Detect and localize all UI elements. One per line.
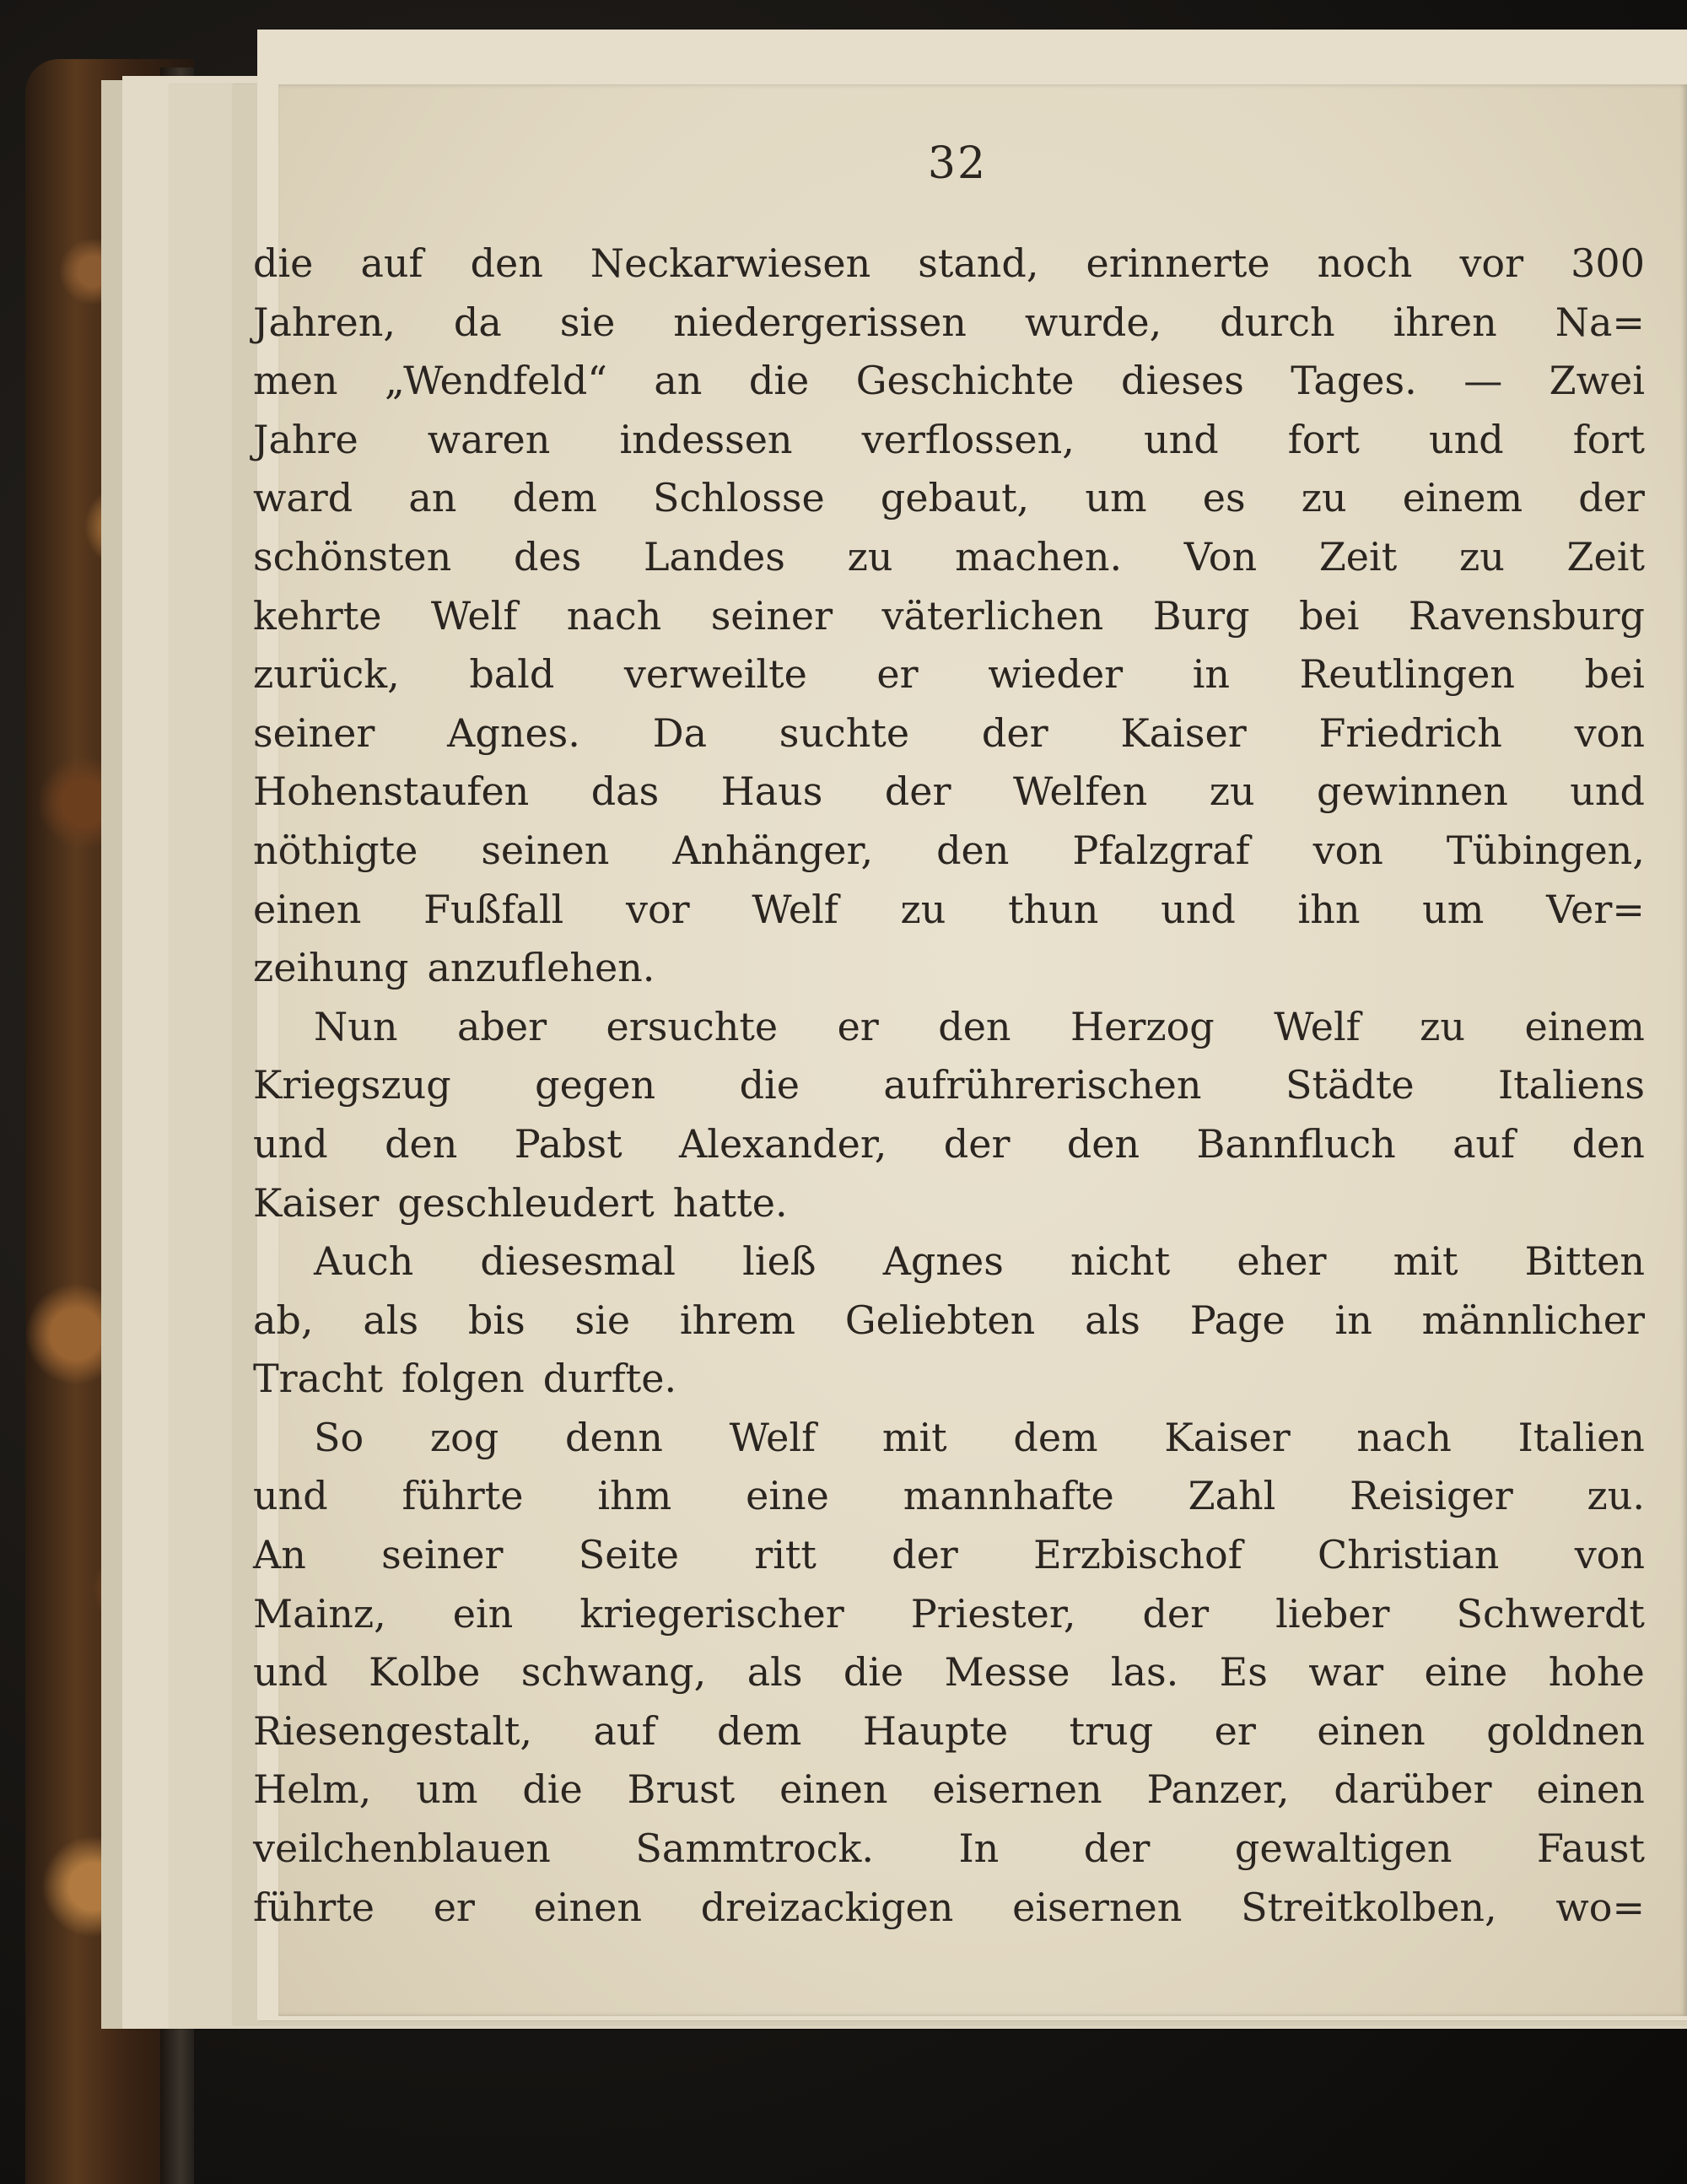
text-line	[253, 358, 1645, 417]
word: den	[936, 827, 1010, 873]
word: um	[416, 1766, 478, 1813]
word: er	[876, 651, 919, 698]
word: schönsten	[253, 533, 452, 580]
word: eisernen	[1012, 1884, 1183, 1930]
word: Auch	[314, 1238, 414, 1285]
word: Burg	[1152, 592, 1250, 639]
text-line	[253, 1766, 1645, 1825]
word: einem	[1524, 1003, 1645, 1049]
word: einen	[779, 1766, 888, 1813]
word: Haus	[720, 768, 823, 815]
word: vor	[1459, 240, 1524, 286]
word: Reisiger	[1350, 1473, 1513, 1519]
word: erinnerte	[1086, 240, 1270, 286]
word: einen	[253, 886, 362, 932]
word: da	[453, 299, 502, 345]
word: „Wendfeld“	[384, 358, 607, 404]
word: ersuchte	[606, 1003, 779, 1049]
word: gewinnen	[1317, 768, 1508, 815]
word: Panzer,	[1146, 1766, 1290, 1813]
text-line	[253, 1356, 1645, 1415]
word: Italien	[1517, 1414, 1645, 1460]
word: zu.	[1587, 1473, 1645, 1519]
word: stand,	[918, 240, 1039, 286]
word: den	[938, 1003, 1011, 1049]
word: einem	[1402, 475, 1523, 521]
word: mannhafte	[903, 1473, 1114, 1519]
page-number: 32	[927, 138, 988, 189]
word: der	[884, 768, 951, 815]
word: ab,	[253, 1297, 314, 1343]
word: zurück,	[253, 651, 400, 698]
word: darüber	[1334, 1766, 1492, 1813]
text-line	[253, 475, 1645, 534]
word: An	[253, 1532, 306, 1578]
word: mit	[1393, 1238, 1458, 1285]
word: Zeit	[1566, 533, 1645, 580]
word: Schlosse	[653, 475, 825, 521]
text-line	[253, 1885, 1645, 1944]
word: dreizackigen	[700, 1884, 954, 1930]
word: Riesengestalt,	[253, 1707, 533, 1754]
word: und	[253, 1473, 328, 1519]
word: gebaut,	[880, 475, 1030, 521]
word: Tages.	[1291, 358, 1417, 404]
page-body-text	[253, 240, 1645, 1943]
word: aber	[456, 1003, 547, 1049]
word: gegen	[535, 1062, 656, 1108]
word: Nun	[314, 1003, 398, 1049]
word: bis	[467, 1297, 526, 1343]
word: den	[1066, 1120, 1140, 1167]
word: Seite	[578, 1532, 679, 1578]
word: Christian	[1318, 1532, 1500, 1578]
text-line	[253, 299, 1645, 359]
text-line	[253, 887, 1645, 946]
word: wurde,	[1024, 299, 1162, 345]
word: seiner	[710, 592, 833, 639]
word: Kriegszug	[253, 1062, 451, 1108]
word: Welfen	[1012, 768, 1148, 815]
word: dieses	[1121, 358, 1244, 404]
text-line	[253, 534, 1645, 593]
word: Pabst	[514, 1120, 623, 1167]
word: las.	[1110, 1649, 1179, 1696]
text-line	[253, 1591, 1645, 1650]
word: bei	[1299, 592, 1360, 639]
word: Geschichte	[855, 358, 1075, 404]
word: ein	[452, 1590, 514, 1637]
word: und	[253, 1120, 328, 1167]
word: thun	[1008, 886, 1099, 932]
word: in	[1192, 651, 1231, 698]
word: zog	[429, 1414, 499, 1460]
word: der	[1142, 1590, 1210, 1637]
text-line	[253, 828, 1645, 887]
text-line	[253, 651, 1645, 710]
word: gewaltigen	[1234, 1825, 1453, 1872]
word: von	[1312, 827, 1383, 873]
word: ritt	[754, 1532, 817, 1578]
word: er	[837, 1003, 879, 1049]
word: Pfalzgraf	[1072, 827, 1250, 873]
word: kriegerischer	[579, 1590, 844, 1637]
text-line	[253, 417, 1645, 476]
word: auf	[593, 1707, 656, 1754]
word: aufrührerischen	[883, 1062, 1202, 1108]
word: als	[363, 1297, 419, 1343]
word: als	[746, 1649, 803, 1696]
word: war	[1308, 1649, 1384, 1696]
word: Bitten	[1524, 1238, 1645, 1285]
word: Kaiser	[253, 1179, 380, 1226]
word: waren	[427, 416, 551, 462]
word: Ravensburg	[1408, 592, 1645, 639]
word: der	[1578, 475, 1645, 521]
word: eine	[1424, 1649, 1508, 1696]
text-line	[253, 1180, 1645, 1239]
word: bald	[469, 651, 555, 698]
word: Zeit	[1318, 533, 1398, 580]
word: der	[892, 1532, 958, 1578]
word: Welf	[752, 886, 838, 932]
word: zu	[900, 886, 946, 932]
word: dem	[1013, 1414, 1098, 1460]
word: um	[1085, 475, 1147, 521]
word: dem	[717, 1707, 802, 1754]
word: Tübingen,	[1446, 827, 1645, 873]
word: diesesmal	[480, 1238, 676, 1285]
word: sie	[574, 1297, 631, 1343]
word: ließ	[742, 1238, 817, 1285]
text-line	[253, 1121, 1645, 1180]
word: zu	[847, 533, 893, 580]
word: Kolbe	[369, 1649, 481, 1696]
word: denn	[565, 1414, 663, 1460]
word: seinen	[481, 827, 610, 873]
word: führte	[253, 1884, 375, 1930]
word: Haupte	[862, 1707, 1009, 1754]
word: Italiens	[1498, 1062, 1645, 1108]
text-line	[253, 1297, 1645, 1356]
text-line	[253, 1532, 1645, 1591]
word: eine	[746, 1473, 829, 1519]
word: das	[590, 768, 660, 815]
word: zu	[1301, 475, 1347, 521]
word: seiner	[253, 709, 375, 756]
word: die	[843, 1649, 904, 1696]
word: ihn	[1297, 886, 1361, 932]
word: Von	[1183, 533, 1258, 580]
word: Herzog	[1070, 1003, 1215, 1049]
word: von	[1574, 1532, 1645, 1578]
word: seiner	[381, 1532, 504, 1578]
word: Zahl	[1188, 1473, 1276, 1519]
word: men	[253, 358, 338, 404]
text-line	[253, 945, 1645, 1004]
word: nicht	[1070, 1238, 1171, 1285]
word: Alexander,	[679, 1120, 887, 1167]
word: Priester,	[910, 1590, 1076, 1637]
word: indessen	[619, 416, 793, 462]
word: die	[748, 358, 810, 404]
word: Da	[652, 709, 708, 756]
word: es	[1202, 475, 1246, 521]
word: Ver=	[1546, 886, 1645, 932]
word: Mainz,	[253, 1590, 386, 1637]
word: zu	[1420, 1003, 1466, 1049]
word: Jahren,	[253, 299, 396, 345]
word: Streitkolben,	[1241, 1884, 1497, 1930]
word: wo=	[1555, 1884, 1645, 1930]
text-line	[253, 1062, 1645, 1121]
word: hohe	[1548, 1649, 1645, 1696]
word: durfte.	[542, 1356, 677, 1402]
word: nach	[566, 592, 662, 639]
word: zu	[1209, 768, 1255, 815]
word: noch	[1317, 240, 1413, 286]
word: an	[408, 475, 457, 521]
word: Jahre	[253, 416, 358, 462]
text-line	[253, 1238, 1645, 1297]
word: in	[1334, 1297, 1372, 1343]
word: Erzbischof	[1033, 1532, 1242, 1578]
word: fort	[1287, 416, 1360, 462]
text-line	[253, 240, 1645, 299]
word: Hohenstaufen	[253, 768, 530, 815]
word: suchte	[779, 709, 910, 756]
word: Tracht	[253, 1356, 383, 1402]
word: machen.	[955, 533, 1123, 580]
word: und	[1570, 768, 1645, 815]
word: der	[943, 1120, 1011, 1167]
word: einen	[1536, 1766, 1645, 1813]
word: Kaiser	[1120, 709, 1247, 756]
word: er	[1214, 1707, 1256, 1754]
word: von	[1574, 709, 1645, 756]
word: des	[513, 533, 582, 580]
word: Welf	[430, 592, 518, 639]
word: männlicher	[1421, 1297, 1645, 1343]
word: und	[1161, 886, 1236, 932]
word: Page	[1189, 1297, 1285, 1343]
word: durch	[1220, 299, 1335, 345]
text-line	[253, 1473, 1645, 1532]
word: Na=	[1555, 299, 1645, 345]
word: Welf	[729, 1414, 817, 1460]
word: den	[385, 1120, 458, 1167]
word: Helm,	[253, 1766, 372, 1813]
word: Welf	[1274, 1003, 1361, 1049]
word: geschleudert	[397, 1179, 655, 1226]
word: ihren	[1393, 299, 1497, 345]
word: väterlichen	[881, 592, 1104, 639]
word: Schwerdt	[1456, 1590, 1645, 1637]
word: die	[253, 240, 314, 286]
word: verweilte	[623, 651, 807, 698]
word: und	[1143, 416, 1219, 462]
word: einen	[1317, 1707, 1426, 1754]
word: Agnes	[882, 1238, 1004, 1285]
word: Bannfluch	[1196, 1120, 1396, 1167]
word: anzuflehen.	[427, 945, 655, 991]
text-line	[253, 1004, 1645, 1063]
word: veilchenblauen	[253, 1825, 551, 1872]
word: einen	[533, 1884, 643, 1930]
word: vor	[625, 886, 690, 932]
word: auf	[1453, 1120, 1516, 1167]
word: In	[958, 1825, 1000, 1872]
word: und	[253, 1649, 328, 1696]
word: lieber	[1275, 1590, 1390, 1637]
word: bei	[1584, 651, 1645, 698]
word: nöthigte	[253, 827, 418, 873]
word: nach	[1356, 1414, 1452, 1460]
word: eher	[1237, 1238, 1327, 1285]
word: führte	[402, 1473, 524, 1519]
word: Agnes.	[447, 709, 580, 756]
word: ihm	[597, 1473, 672, 1519]
word: der	[1083, 1825, 1151, 1872]
word: Städte	[1285, 1062, 1415, 1108]
word: hatte.	[672, 1179, 788, 1226]
word: verflossen,	[861, 416, 1075, 462]
word: folgen	[401, 1356, 525, 1402]
word: als	[1085, 1297, 1140, 1343]
word: dem	[512, 475, 597, 521]
word: er	[433, 1884, 475, 1930]
word: wieder	[988, 651, 1124, 698]
word: Geliebten	[844, 1297, 1036, 1343]
word: ihrem	[679, 1297, 796, 1343]
word: auf	[360, 240, 423, 286]
word: —	[1463, 358, 1503, 404]
word: 300	[1571, 240, 1645, 286]
word: niedergerissen	[673, 299, 967, 345]
word: der	[981, 709, 1048, 756]
text-line	[253, 768, 1645, 828]
word: ward	[253, 475, 353, 521]
word: zeihung	[253, 945, 409, 991]
word: Fußfall	[423, 886, 564, 932]
text-line	[253, 710, 1645, 769]
text-line	[253, 1825, 1645, 1885]
word: Messe	[944, 1649, 1070, 1696]
word: die	[739, 1062, 800, 1108]
word: mit	[881, 1414, 947, 1460]
word: Brust	[627, 1766, 736, 1813]
word: an	[654, 358, 703, 404]
word: kehrte	[253, 592, 382, 639]
word: schwang,	[520, 1649, 707, 1696]
word: So	[314, 1414, 364, 1460]
text-line	[253, 1708, 1645, 1767]
word: eisernen	[932, 1766, 1102, 1813]
word: Reutlingen	[1299, 651, 1515, 698]
text-line	[253, 1415, 1645, 1474]
text-line	[253, 593, 1645, 652]
word: um	[1422, 886, 1485, 932]
word: Sammtrock.	[635, 1825, 875, 1872]
word: fort	[1572, 416, 1645, 462]
word: den	[470, 240, 543, 286]
word: den	[1571, 1120, 1645, 1167]
text-line	[253, 1649, 1645, 1708]
word: goldnen	[1486, 1707, 1645, 1754]
word: Kaiser	[1164, 1414, 1291, 1460]
word: zu	[1458, 533, 1505, 580]
word: Zwei	[1549, 358, 1645, 404]
word: Neckarwiesen	[590, 240, 871, 286]
word: Friedrich	[1318, 709, 1502, 756]
word: sie	[559, 299, 616, 345]
word: trug	[1069, 1707, 1154, 1754]
word: Landes	[643, 533, 785, 580]
word: die	[522, 1766, 583, 1813]
word: und	[1428, 416, 1504, 462]
word: Faust	[1537, 1825, 1645, 1872]
word: Es	[1219, 1649, 1268, 1696]
word: Anhänger,	[672, 827, 874, 873]
